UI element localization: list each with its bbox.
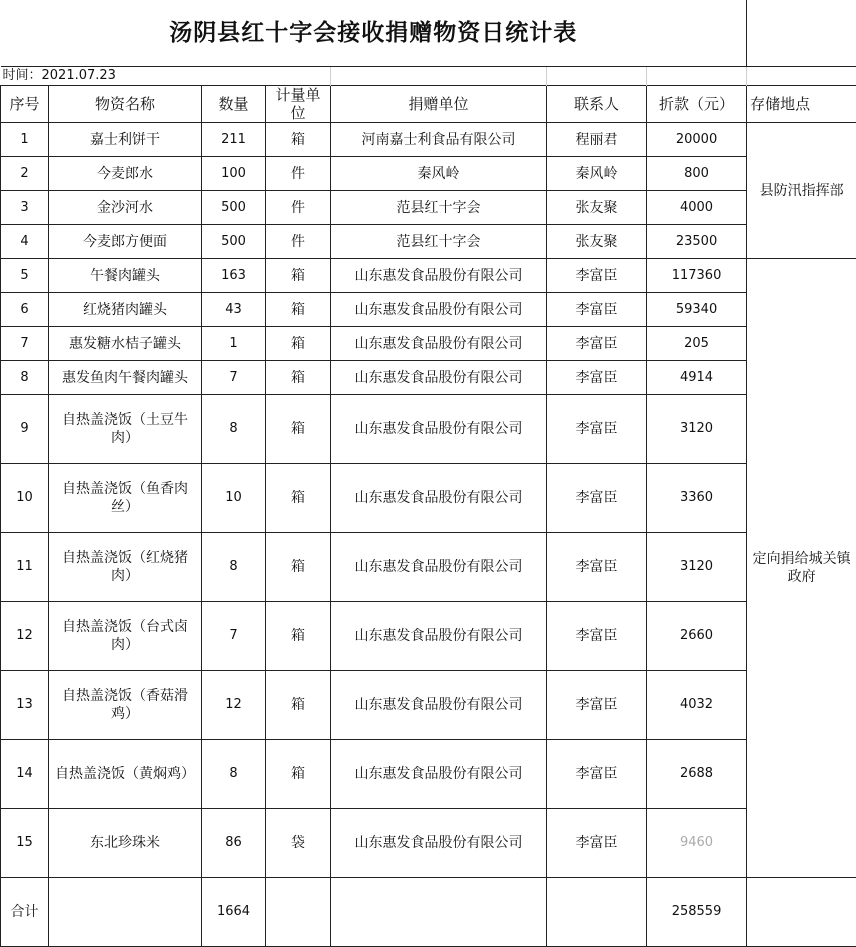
table-row [1, 464, 856, 533]
table-row [1, 293, 856, 327]
item-quantity: 100 [202, 157, 266, 191]
table-row [1, 809, 856, 878]
header-amount: 折款（元） [647, 86, 747, 123]
contact-name: 李富臣 [547, 259, 647, 293]
amount-value: 59340 [647, 293, 747, 327]
item-name: 嘉士利饼干 [49, 123, 202, 157]
item-unit: 件 [266, 157, 331, 191]
item-unit: 箱 [266, 602, 331, 671]
item-name: 自热盖浇饭（台式卤肉） [49, 602, 202, 671]
item-quantity: 500 [202, 225, 266, 259]
donor-name: 山东惠发食品股份有限公司 [331, 361, 547, 395]
contact-name: 李富臣 [547, 809, 647, 878]
item-quantity: 86 [202, 809, 266, 878]
total-row [1, 878, 856, 947]
header-qty: 数量 [202, 86, 266, 123]
donor-name: 山东惠发食品股份有限公司 [331, 533, 547, 602]
item-quantity: 163 [202, 259, 266, 293]
item-quantity: 211 [202, 123, 266, 157]
contact-name: 秦风岭 [547, 157, 647, 191]
item-quantity: 43 [202, 293, 266, 327]
row-number: 14 [1, 740, 49, 809]
table-row [1, 395, 856, 464]
table-row [1, 740, 856, 809]
row-number: 1 [1, 123, 49, 157]
donor-name: 范县红十字会 [331, 191, 547, 225]
blank-cell [331, 67, 547, 86]
amount-value: 2688 [647, 740, 747, 809]
row-number: 7 [1, 327, 49, 361]
contact-name: 李富臣 [547, 395, 647, 464]
contact-name: 李富臣 [547, 671, 647, 740]
contact-name: 李富臣 [547, 464, 647, 533]
item-quantity: 1 [202, 327, 266, 361]
donor-name: 山东惠发食品股份有限公司 [331, 395, 547, 464]
item-unit: 箱 [266, 327, 331, 361]
total-label: 合计 [1, 878, 49, 947]
amount-value: 3120 [647, 533, 747, 602]
amount-value: 800 [647, 157, 747, 191]
item-name: 东北珍珠米 [49, 809, 202, 878]
blank-cell [747, 878, 856, 947]
item-quantity: 8 [202, 740, 266, 809]
amount-value: 4914 [647, 361, 747, 395]
table-row [1, 191, 856, 225]
blank-cell [747, 67, 856, 86]
contact-name: 张友聚 [547, 225, 647, 259]
donor-name: 河南嘉士利食品有限公司 [331, 123, 547, 157]
blank-cell [49, 878, 202, 947]
row-number: 6 [1, 293, 49, 327]
table-row [1, 225, 856, 259]
item-quantity: 7 [202, 602, 266, 671]
donor-name: 秦风岭 [331, 157, 547, 191]
total-quantity: 1664 [202, 878, 266, 947]
item-unit: 箱 [266, 533, 331, 602]
table-row [1, 157, 856, 191]
row-number: 10 [1, 464, 49, 533]
item-quantity: 8 [202, 533, 266, 602]
item-unit: 箱 [266, 259, 331, 293]
blank-cell [331, 878, 547, 947]
row-number: 3 [1, 191, 49, 225]
item-quantity: 8 [202, 395, 266, 464]
header-storage: 存储地点 [747, 86, 856, 123]
item-unit: 件 [266, 191, 331, 225]
row-number: 4 [1, 225, 49, 259]
donor-name: 山东惠发食品股份有限公司 [331, 259, 547, 293]
item-name: 自热盖浇饭（黄焖鸡） [49, 740, 202, 809]
blank-cell [547, 67, 647, 86]
item-name: 惠发鱼肉午餐肉罐头 [49, 361, 202, 395]
date-label: 时间：2021.07.23 [1, 67, 331, 86]
amount-value: 3120 [647, 395, 747, 464]
contact-name: 李富臣 [547, 293, 647, 327]
contact-name: 程丽君 [547, 123, 647, 157]
row-number: 8 [1, 361, 49, 395]
table-row [1, 671, 856, 740]
item-quantity: 7 [202, 361, 266, 395]
amount-value: 117360 [647, 259, 747, 293]
amount-value: 23500 [647, 225, 747, 259]
header-donor: 捐赠单位 [331, 86, 547, 123]
page-title: 汤阴县红十字会接收捐赠物资日统计表 [1, 0, 747, 67]
table-row [1, 361, 856, 395]
contact-name: 李富臣 [547, 533, 647, 602]
donor-name: 范县红十字会 [331, 225, 547, 259]
contact-name: 李富臣 [547, 602, 647, 671]
amount-value: 9460 [647, 809, 747, 878]
item-quantity: 12 [202, 671, 266, 740]
contact-name: 李富臣 [547, 361, 647, 395]
header-name: 物资名称 [49, 86, 202, 123]
total-amount: 258559 [647, 878, 747, 947]
item-name: 午餐肉罐头 [49, 259, 202, 293]
item-unit: 箱 [266, 464, 331, 533]
row-number: 2 [1, 157, 49, 191]
item-name: 自热盖浇饭（土豆牛肉） [49, 395, 202, 464]
amount-value: 2660 [647, 602, 747, 671]
header-no: 序号 [1, 86, 49, 123]
item-name: 今麦郎方便面 [49, 225, 202, 259]
item-name: 惠发糖水桔子罐头 [49, 327, 202, 361]
contact-name: 李富臣 [547, 327, 647, 361]
header-unit: 计量单位 [266, 86, 331, 123]
contact-name: 张友聚 [547, 191, 647, 225]
table-row [1, 259, 856, 293]
donor-name: 山东惠发食品股份有限公司 [331, 327, 547, 361]
amount-value: 205 [647, 327, 747, 361]
donor-name: 山东惠发食品股份有限公司 [331, 464, 547, 533]
header-row [1, 86, 856, 123]
item-name: 自热盖浇饭（鱼香肉丝） [49, 464, 202, 533]
contact-name: 李富臣 [547, 740, 647, 809]
storage-location: 定向捐给城关镇政府 [747, 259, 856, 878]
table-row [1, 123, 856, 157]
blank-cell [547, 878, 647, 947]
donor-name: 山东惠发食品股份有限公司 [331, 671, 547, 740]
item-quantity: 500 [202, 191, 266, 225]
blank-cell [647, 67, 747, 86]
table-row [1, 602, 856, 671]
amount-value: 20000 [647, 123, 747, 157]
item-name: 红烧猪肉罐头 [49, 293, 202, 327]
item-name: 今麦郎水 [49, 157, 202, 191]
blank-cell [747, 0, 856, 67]
item-unit: 箱 [266, 395, 331, 464]
item-quantity: 10 [202, 464, 266, 533]
donor-name: 山东惠发食品股份有限公司 [331, 293, 547, 327]
table-row [1, 327, 856, 361]
item-unit: 袋 [266, 809, 331, 878]
storage-location: 县防汛指挥部 [747, 123, 856, 259]
item-unit: 箱 [266, 123, 331, 157]
row-number: 9 [1, 395, 49, 464]
amount-value: 4032 [647, 671, 747, 740]
donor-name: 山东惠发食品股份有限公司 [331, 602, 547, 671]
row-number: 13 [1, 671, 49, 740]
table-row [1, 533, 856, 602]
row-number: 15 [1, 809, 49, 878]
donor-name: 山东惠发食品股份有限公司 [331, 809, 547, 878]
item-name: 金沙河水 [49, 191, 202, 225]
item-name: 自热盖浇饭（香菇滑鸡） [49, 671, 202, 740]
row-number: 5 [1, 259, 49, 293]
item-unit: 箱 [266, 740, 331, 809]
header-contact: 联系人 [547, 86, 647, 123]
item-unit: 箱 [266, 293, 331, 327]
item-unit: 箱 [266, 671, 331, 740]
blank-cell [266, 878, 331, 947]
item-name: 自热盖浇饭（红烧猪肉） [49, 533, 202, 602]
amount-value: 4000 [647, 191, 747, 225]
row-number: 12 [1, 602, 49, 671]
amount-value: 3360 [647, 464, 747, 533]
item-unit: 箱 [266, 361, 331, 395]
donor-name: 山东惠发食品股份有限公司 [331, 740, 547, 809]
item-unit: 件 [266, 225, 331, 259]
row-number: 11 [1, 533, 49, 602]
